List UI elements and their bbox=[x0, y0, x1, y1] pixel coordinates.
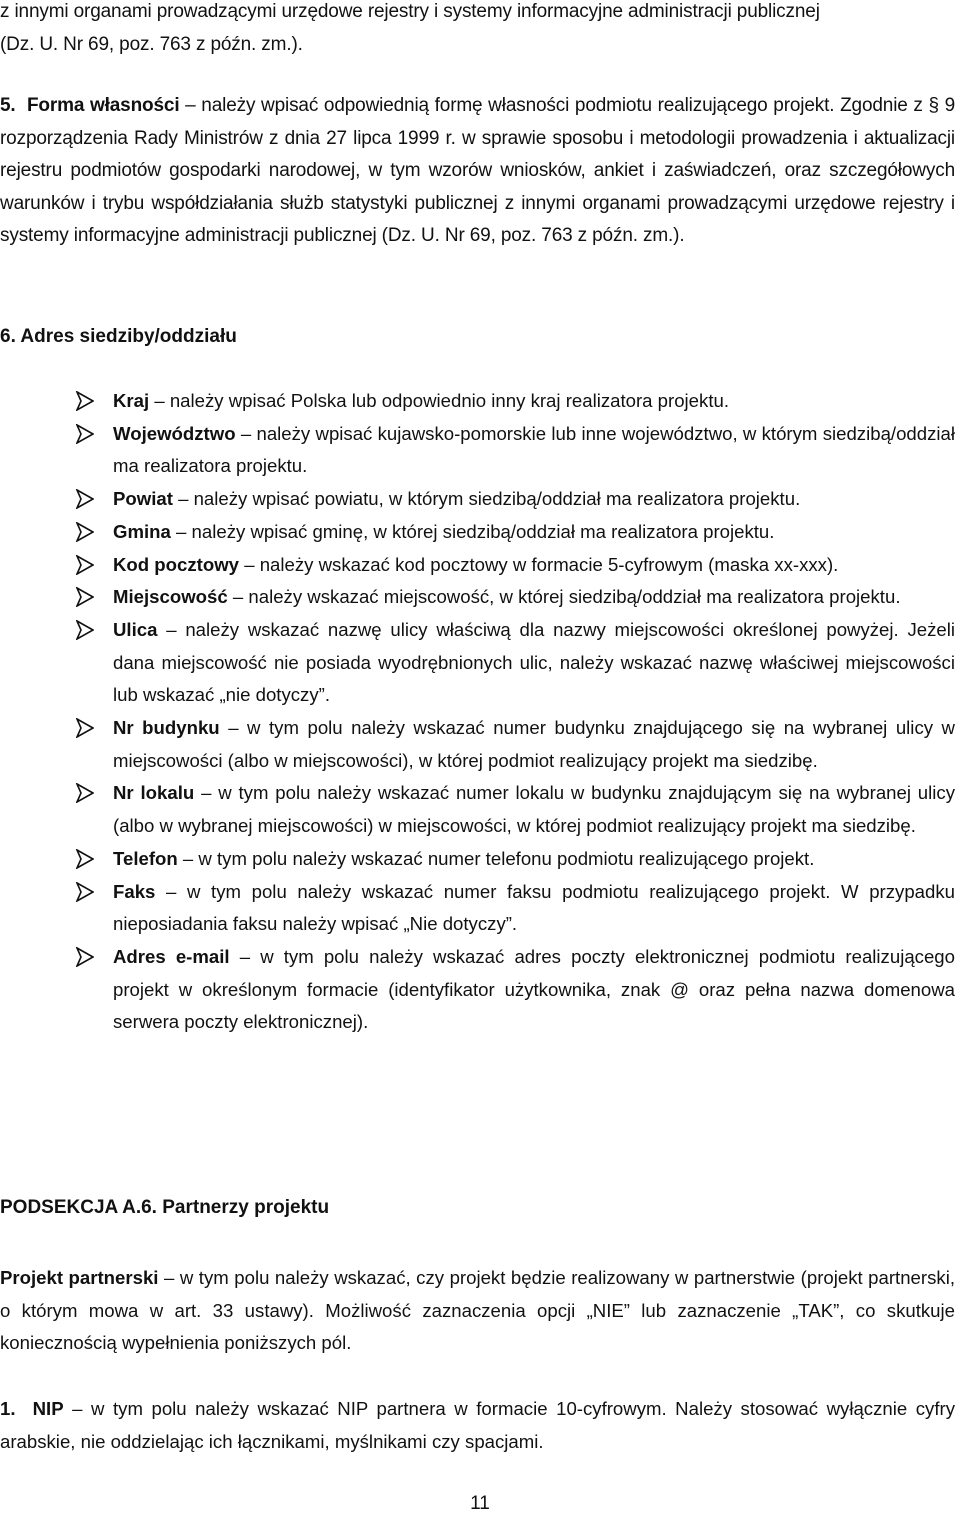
bullet-text: – w tym polu należy wskazać numer lokalu w budynku znajdującym się na wybranej ulicy (albo w wybranej miejscowości) w miejscowości, w której podmiot realizujący projekt ma siedzibę. bbox=[113, 782, 956, 837]
arrowhead-bullet-icon bbox=[76, 947, 94, 967]
partner-text: – w tym polu należy wskazać, czy projekt będzie realizowany w partnerstwie (projekt partnerski, o którym mowa w art. 33 ustawy). Możliwość zaznaczenia opcji „NIE” lub zaznaczenie „TAK”, co skutkuje koniecznością wypełnienia poniższych pól. bbox=[0, 1267, 955, 1354]
partner-term: Projekt partnerski bbox=[0, 1267, 159, 1288]
list-item bbox=[0, 516, 955, 549]
list-item bbox=[0, 712, 955, 777]
bullet-term: Województwo bbox=[113, 422, 236, 444]
bullet-term: Adres e-mail bbox=[113, 945, 230, 967]
bullet-text: – należy wpisać kujawsko-pomorskie lub inne województwo, w którym siedzibą/oddział ma realizatora projektu. bbox=[113, 422, 955, 477]
arrowhead-bullet-icon bbox=[76, 522, 94, 542]
arrowhead-bullet-icon bbox=[76, 718, 94, 738]
bullet-term: Kod pocztowy bbox=[113, 553, 240, 575]
item-6-heading: 6. Adres siedziby/oddziału bbox=[0, 326, 237, 347]
bullet-term: Nr budynku bbox=[113, 717, 220, 739]
bullet-text: – należy wskazać nazwę ulicy właściwą dla nazwy miejscowości określonej powyżej. Jeżeli dana miejscowość nie posiada wyodrębnionych ulic, należy wskazać nazwę właściwej miejscowości lub wskazać „nie dotyczy”. bbox=[113, 618, 955, 706]
list-item bbox=[0, 581, 955, 614]
list-item bbox=[0, 385, 955, 418]
address-field-list bbox=[0, 385, 955, 1039]
arrowhead-bullet-icon bbox=[76, 587, 94, 607]
arrowhead-bullet-icon bbox=[76, 783, 94, 803]
top-fragment-line1: z innymi organami prowadzącymi urzędowe rejestry i systemy informacyjne administracji publicznej bbox=[0, 1, 820, 22]
bullet-text: – w tym polu należy wskazać numer telefonu podmiotu realizującego projekt. bbox=[177, 847, 815, 869]
arrowhead-bullet-icon bbox=[76, 391, 94, 411]
bullet-text: – należy wskazać kod pocztowy w formacie 5-cyfrowym (maska xx-xxx). bbox=[239, 553, 839, 575]
arrowhead-bullet-icon bbox=[76, 620, 94, 640]
bullet-term: Miejscowość bbox=[113, 586, 228, 608]
arrowhead-bullet-icon bbox=[76, 424, 94, 444]
item-5-forma-wlasnosci bbox=[0, 90, 955, 253]
nip-term: NIP bbox=[32, 1398, 64, 1419]
list-item bbox=[0, 777, 955, 842]
nip-number: 1. bbox=[0, 1398, 16, 1419]
partner-project-paragraph bbox=[0, 1262, 955, 1360]
item-5-title: Forma własności bbox=[26, 95, 180, 116]
arrowhead-bullet-icon bbox=[76, 489, 94, 509]
bullet-term: Kraj bbox=[113, 390, 150, 411]
list-item bbox=[0, 614, 955, 712]
bullet-text: – należy wpisać Polska lub odpowiednio inny kraj realizatora projektu. bbox=[149, 390, 729, 411]
subsection-heading: PODSEKCJA A.6. Partnerzy projektu bbox=[0, 1197, 330, 1218]
arrowhead-bullet-icon bbox=[76, 849, 94, 869]
list-item bbox=[0, 941, 955, 1039]
page-number: 11 bbox=[470, 1493, 490, 1514]
bullet-term: Ulica bbox=[113, 618, 158, 640]
bullet-text: – należy wpisać powiatu, w którym siedzibą/oddział ma realizatora projektu. bbox=[172, 488, 801, 510]
nip-text: – w tym polu należy wskazać NIP partnera w formacie 10-cyfrowym. Należy stosować wyłącznie cyfry arabskie, nie oddzielając ich łącznikami, myślnikami czy spacjami. bbox=[0, 1398, 955, 1452]
bullet-text: – w tym polu należy wskazać adres poczty elektronicznej podmiotu realizującego projekt w określonym formacie (identyfikator użytkownika, znak @ oraz pełna nazwa domenowa serwera poczty elektronicznej). bbox=[113, 945, 955, 1033]
bullet-term: Faks bbox=[113, 880, 156, 902]
top-fragment bbox=[0, 0, 955, 61]
bullet-term: Nr lokalu bbox=[113, 782, 195, 804]
bullet-term: Powiat bbox=[113, 488, 173, 510]
item-5-number: 5. bbox=[0, 95, 16, 116]
top-fragment-line2: (Dz. U. Nr 69, poz. 763 z późn. zm.). bbox=[0, 33, 303, 55]
bullet-text: – należy wskazać miejscowość, w której siedzibą/oddział ma realizatora projektu. bbox=[227, 586, 901, 608]
bullet-text: – należy wpisać gminę, w której siedzibą/oddział ma realizatora projektu. bbox=[170, 520, 775, 542]
list-item bbox=[0, 843, 955, 876]
list-item bbox=[0, 418, 955, 483]
list-item bbox=[0, 483, 955, 516]
nip-paragraph bbox=[0, 1393, 955, 1458]
arrowhead-bullet-icon bbox=[76, 555, 94, 575]
bullet-text: – w tym polu należy wskazać numer budynku znajdującego się na wybranej ulicy w miejscowości (albo w miejscowości), w której podmiot realizujący projekt ma siedzibę. bbox=[113, 717, 955, 771]
bullet-text: – w tym polu należy wskazać numer faksu podmiotu realizującego projekt. W przypadku nieposiadania faksu należy wpisać „Nie dotyczy”. bbox=[113, 880, 955, 935]
list-item bbox=[0, 549, 955, 582]
item-5-text: – należy wpisać odpowiednią formę własności podmiotu realizującego projekt. Zgodnie z § 9 rozporządzenia Rady Ministrów z dnia 27 lipca 1999 r. w sprawie sposobu i metodologii prowadzenia i aktualizacji rejestru podmiotów gospodarki narodowej, w tym wzorów wniosków, ankiet i zaświadczeń, oraz szczegółowych warunków i trybu współdziałania służb statystyki publicznej z innymi organami prowadzącymi urzędowe rejestry i systemy informacyjne administracji publicznej (Dz. U. Nr 69, poz. 763 z późn. zm.). bbox=[0, 95, 956, 247]
list-item bbox=[0, 876, 955, 941]
bullet-term: Gmina bbox=[113, 520, 171, 542]
arrowhead-bullet-icon bbox=[76, 882, 94, 902]
bullet-term: Telefon bbox=[113, 847, 178, 869]
